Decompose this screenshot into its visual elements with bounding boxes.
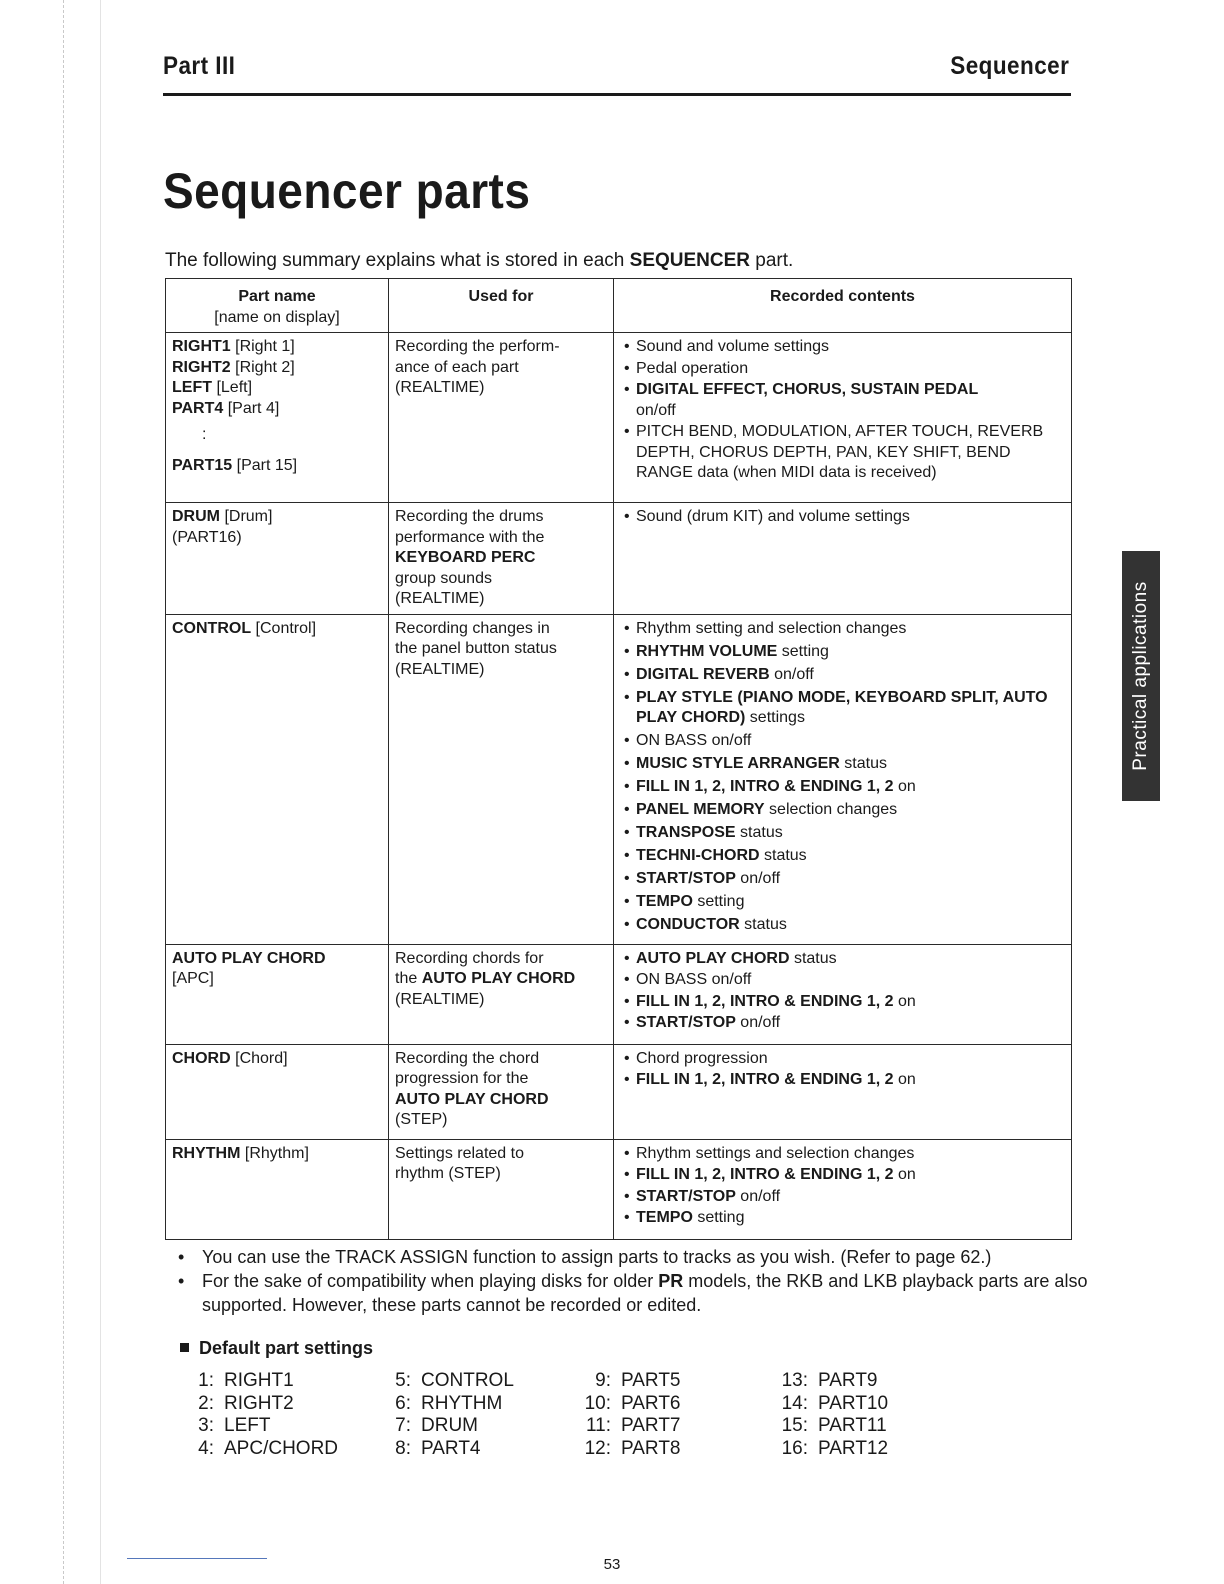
recorded-contents-cell: [614, 333, 1072, 503]
content-item-tail: status: [759, 847, 807, 864]
default-part-row: [577, 1370, 681, 1393]
content-item-text: Chord progression: [636, 1049, 768, 1067]
content-item-text: START/STOP: [636, 1014, 736, 1031]
content-item: [620, 359, 1065, 380]
content-item: [620, 800, 1065, 821]
part-name-line: [172, 456, 382, 477]
part-name-bold: RIGHT1: [172, 338, 231, 355]
content-item-text: PLAY STYLE (PIANO MODE, KEYBOARD SPLIT, AUTO PLAY CHORD): [636, 688, 1048, 726]
header-part-name: Part name [name on display]: [166, 279, 389, 333]
part-name-line: [172, 969, 382, 990]
content-item: [620, 380, 1065, 421]
content-item: [620, 970, 1065, 991]
content-item-text: TECHNI-CHORD: [636, 847, 760, 864]
default-part-name: PART7: [621, 1415, 681, 1436]
default-part-number: 4:: [198, 1437, 214, 1459]
part-name-line: [172, 399, 382, 420]
part-name-bold: LEFT: [172, 379, 212, 396]
content-item: [620, 823, 1065, 844]
content-item-tail: status: [789, 949, 837, 967]
content-item-text: START/STOP: [636, 1187, 736, 1205]
default-part-row: [180, 1415, 338, 1438]
content-item-tail: on/off: [769, 665, 814, 683]
default-part-row: [774, 1393, 888, 1416]
default-part-row: [377, 1415, 514, 1438]
part-name-display: [Right 1]: [230, 338, 295, 355]
section-tab-label: Practical applications: [1130, 581, 1151, 771]
content-item: [620, 1013, 1065, 1034]
note-compatibility: • For the sake of compatibility when playing disks for older PR models, the RKB and LKB playback parts are also supported. However, these parts cannot be recorded or edited.: [178, 1269, 1088, 1317]
default-part-number: 3:: [198, 1415, 214, 1436]
default-part-row: [774, 1415, 888, 1438]
part-name-display: :: [202, 426, 207, 443]
content-item-text: MUSIC STYLE ARRANGER: [636, 755, 840, 772]
page-title: Sequencer parts: [163, 163, 531, 219]
default-part-number: 12:: [584, 1437, 611, 1459]
table-row: [166, 944, 1072, 1044]
used-for-text: Recording chords for the: [395, 949, 544, 987]
used-for-cell: [389, 1044, 614, 1139]
intro-text: The following summary explains what is stored in each SEQUENCER part.: [165, 250, 794, 271]
default-part-name: APC/CHORD: [224, 1437, 339, 1459]
content-item-tail: status: [735, 824, 783, 841]
note-track-assign: • You can use the TRACK ASSIGN function to assign parts to tracks as you wish. (Refer to page 62.): [178, 1245, 1088, 1269]
table-row: [166, 333, 1072, 503]
default-part-number: 15:: [781, 1415, 808, 1436]
content-item: [620, 1144, 1065, 1165]
default-settings-heading: Default part settings: [180, 1338, 373, 1359]
header-section: Sequencer: [949, 52, 1069, 80]
content-item-text: AUTO PLAY CHORD: [636, 949, 790, 967]
default-part-name: PART9: [818, 1370, 878, 1391]
default-part-number: 5:: [395, 1370, 411, 1391]
part-name-display: [Left]: [212, 379, 253, 396]
table-row: [166, 614, 1072, 944]
used-for-text: Recording changes in the panel button status (REALTIME): [395, 619, 557, 678]
default-part-name: PART8: [621, 1437, 681, 1459]
part-name-display: [Part 15]: [232, 456, 298, 474]
part-name-cell: [166, 503, 389, 615]
defaults-column-3: [577, 1370, 681, 1460]
default-part-name: PART10: [818, 1392, 889, 1414]
content-item-text: ON BASS on/off: [636, 971, 752, 988]
content-item: [620, 422, 1065, 484]
content-item: [620, 1208, 1065, 1229]
default-part-row: [577, 1393, 681, 1416]
default-part-number: 2:: [198, 1392, 214, 1414]
defaults-column-4: [774, 1370, 888, 1460]
default-part-name: RIGHT2: [224, 1392, 294, 1414]
header-used-for: Used for: [389, 279, 614, 333]
sequencer-parts-table: [165, 278, 1072, 1240]
content-item-tail: setting: [777, 642, 829, 660]
part-name-bold: DRUM: [172, 508, 220, 525]
content-item-text: DIGITAL REVERB: [636, 665, 770, 683]
part-name-bold: PART15: [172, 456, 233, 474]
part-name-display: [Rhythm]: [240, 1144, 309, 1162]
part-name-line: [172, 1049, 382, 1070]
default-part-name: PART11: [818, 1415, 887, 1436]
used-for-bold: AUTO PLAY CHORD: [395, 1090, 549, 1108]
content-item: [620, 619, 1065, 640]
default-part-number: 6:: [395, 1392, 411, 1414]
content-item-text: FILL IN 1, 2, INTRO & ENDING 1, 2: [636, 992, 894, 1010]
content-item: [620, 1165, 1065, 1186]
content-item-tail: setting: [692, 1209, 745, 1226]
defaults-column-1: [180, 1370, 338, 1460]
table-row: [166, 1044, 1072, 1139]
square-bullet-icon: [180, 1343, 189, 1352]
default-part-row: [180, 1438, 338, 1461]
default-part-name: DRUM: [421, 1415, 478, 1436]
content-item-text: Rhythm settings and selection changes: [636, 1144, 915, 1162]
default-part-row: [377, 1370, 514, 1393]
part-name-display: [Part 4]: [223, 399, 280, 417]
content-item-text: DIGITAL EFFECT, CHORUS, SUSTAIN PEDAL: [636, 381, 979, 398]
part-name-display: (PART16): [172, 528, 242, 546]
part-name-line: [172, 949, 382, 970]
content-item-tail: on: [893, 1166, 916, 1183]
content-item: [620, 665, 1065, 686]
part-name-bold: RHYTHM: [172, 1144, 241, 1162]
content-item-text: FILL IN 1, 2, INTRO & ENDING 1, 2: [636, 778, 894, 795]
content-item: [620, 688, 1065, 729]
used-for-text: Settings related to rhythm (STEP): [395, 1144, 524, 1182]
part-name-line: [172, 507, 382, 528]
table-row: [166, 503, 1072, 615]
content-item: [620, 915, 1065, 936]
section-tab: [1122, 551, 1160, 801]
part-name-bold: AUTO PLAY CHORD: [172, 949, 326, 967]
table-row: [166, 1139, 1072, 1239]
default-part-row: [180, 1370, 338, 1393]
content-item: [620, 949, 1065, 970]
content-item-text: TEMPO: [636, 1209, 693, 1226]
content-item-text: Sound and volume settings: [636, 338, 830, 355]
header-recorded-contents: Recorded contents: [614, 279, 1072, 333]
part-name-bold: CONTROL: [172, 619, 252, 637]
content-item-text: FILL IN 1, 2, INTRO & ENDING 1, 2: [636, 1071, 894, 1088]
defaults-column-2: [377, 1370, 514, 1460]
part-name-bold: RIGHT2: [172, 358, 231, 376]
part-name-line: [172, 337, 382, 358]
used-for-cell: [389, 614, 614, 944]
content-item: [620, 892, 1065, 913]
part-name-line: [172, 1144, 382, 1165]
content-item-continued: on/off: [636, 401, 676, 419]
content-item: [620, 1049, 1065, 1070]
default-part-name: PART6: [621, 1392, 681, 1414]
content-item-text: ON BASS on/off: [636, 732, 752, 749]
part-name-cell: [166, 1044, 389, 1139]
used-for-bold: KEYBOARD PERC: [395, 549, 536, 566]
default-part-name: PART12: [818, 1437, 889, 1459]
content-item-text: TRANSPOSE: [636, 824, 736, 841]
table-header-row: [166, 279, 1072, 333]
content-item: [620, 507, 1065, 528]
content-item: [620, 731, 1065, 752]
used-for-text: (STEP): [395, 1111, 448, 1128]
default-part-name: LEFT: [224, 1415, 271, 1436]
content-item-tail: status: [839, 755, 887, 772]
default-part-row: [180, 1393, 338, 1416]
recorded-contents-cell: [614, 614, 1072, 944]
part-name-line: [172, 619, 382, 640]
default-part-row: [577, 1415, 681, 1438]
content-item: [620, 1187, 1065, 1208]
part-name-bold: CHORD: [172, 1049, 231, 1067]
content-item: [620, 992, 1065, 1013]
content-item: [620, 754, 1065, 775]
content-item-text: PITCH BEND, MODULATION, AFTER TOUCH, REVERB DEPTH, CHORUS DEPTH, PAN, KEY SHIFT, BEND RANGE data (when MIDI data is received): [636, 423, 1044, 481]
content-item-tail: on: [893, 778, 916, 795]
default-part-number: 14:: [781, 1392, 808, 1414]
used-for-cell: [389, 333, 614, 503]
used-for-bold: AUTO PLAY CHORD: [421, 970, 576, 987]
part-name-line: [172, 378, 382, 399]
default-part-number: 16:: [781, 1437, 808, 1459]
part-name-line: [172, 425, 382, 446]
part-name-line: [172, 528, 382, 549]
content-item-text: Rhythm setting and selection changes: [636, 619, 907, 637]
content-item-text: Sound (drum KIT) and volume settings: [636, 508, 910, 525]
default-part-number: 8:: [395, 1437, 411, 1459]
recorded-contents-cell: [614, 503, 1072, 615]
default-part-number: 13:: [781, 1370, 808, 1391]
used-for-text: Recording the chord progression for the: [395, 1049, 540, 1087]
content-item-tail: on/off: [735, 870, 781, 887]
content-item-tail: status: [739, 916, 787, 933]
used-for-cell: [389, 503, 614, 615]
header-part: Part III: [163, 52, 236, 80]
notes: [178, 1245, 1088, 1317]
content-item-text: START/STOP: [636, 870, 736, 887]
content-item-tail: settings: [745, 709, 805, 726]
recorded-contents-cell: [614, 1139, 1072, 1239]
content-item-text: FILL IN 1, 2, INTRO & ENDING 1, 2: [636, 1166, 894, 1183]
content-item: [620, 642, 1065, 663]
content-item-tail: on/off: [735, 1014, 781, 1031]
used-for-text: Recording the perform- ance of each part (REALTIME): [395, 338, 560, 396]
content-item-tail: selection changes: [764, 801, 898, 818]
margin-guide-inner: [100, 0, 101, 1584]
part-name-cell: [166, 1139, 389, 1239]
content-item-tail: on: [893, 1071, 916, 1088]
default-part-name: RIGHT1: [224, 1370, 294, 1391]
part-name-cell: [166, 944, 389, 1044]
default-part-row: [377, 1393, 514, 1416]
content-item-text: RHYTHM VOLUME: [636, 642, 778, 660]
content-item-tail: on/off: [735, 1187, 781, 1205]
content-item: [620, 1070, 1065, 1091]
default-part-row: [377, 1438, 514, 1461]
part-name-bold: PART4: [172, 399, 224, 417]
used-for-text: Recording the drums performance with the: [395, 508, 545, 546]
recorded-contents-cell: [614, 944, 1072, 1044]
content-item-text: PANEL MEMORY: [636, 801, 765, 818]
content-item-text: TEMPO: [636, 893, 693, 910]
part-name-display: [APC]: [172, 970, 214, 987]
default-part-row: [577, 1438, 681, 1461]
default-part-row: [774, 1438, 888, 1461]
default-part-name: PART5: [621, 1370, 681, 1391]
part-name-cell: [166, 614, 389, 944]
content-item: [620, 846, 1065, 867]
margin-guide: [63, 0, 64, 1584]
default-part-row: [774, 1370, 888, 1393]
default-part-number: 10:: [584, 1392, 611, 1414]
content-item: [620, 337, 1065, 358]
part-name-display: [Control]: [251, 619, 317, 637]
default-part-name: RHYTHM: [421, 1392, 503, 1414]
default-part-name: PART4: [421, 1437, 481, 1459]
used-for-text: (REALTIME): [395, 990, 485, 1008]
content-item: [620, 777, 1065, 798]
used-for-text: group sounds (REALTIME): [395, 569, 492, 607]
header-rule: [163, 93, 1071, 96]
content-item-text: Pedal operation: [636, 359, 749, 377]
content-item: [620, 869, 1065, 890]
part-name-line: [172, 358, 382, 379]
part-name-display: [Chord]: [230, 1049, 288, 1067]
content-item-text: CONDUCTOR: [636, 916, 740, 933]
default-part-number: 7:: [395, 1415, 411, 1436]
default-part-number: 1:: [198, 1370, 214, 1391]
part-name-display: [Drum]: [220, 508, 273, 525]
part-name-cell: [166, 333, 389, 503]
content-item-tail: setting: [692, 893, 745, 910]
part-name-display: [Right 2]: [230, 358, 295, 376]
content-item-tail: on: [893, 992, 916, 1010]
recorded-contents-cell: [614, 1044, 1072, 1139]
default-part-name: CONTROL: [421, 1370, 514, 1391]
used-for-cell: [389, 1139, 614, 1239]
default-part-number: 11:: [585, 1415, 611, 1436]
default-part-number: 9:: [595, 1370, 611, 1391]
page-number: 53: [603, 1556, 621, 1573]
used-for-cell: [389, 944, 614, 1044]
